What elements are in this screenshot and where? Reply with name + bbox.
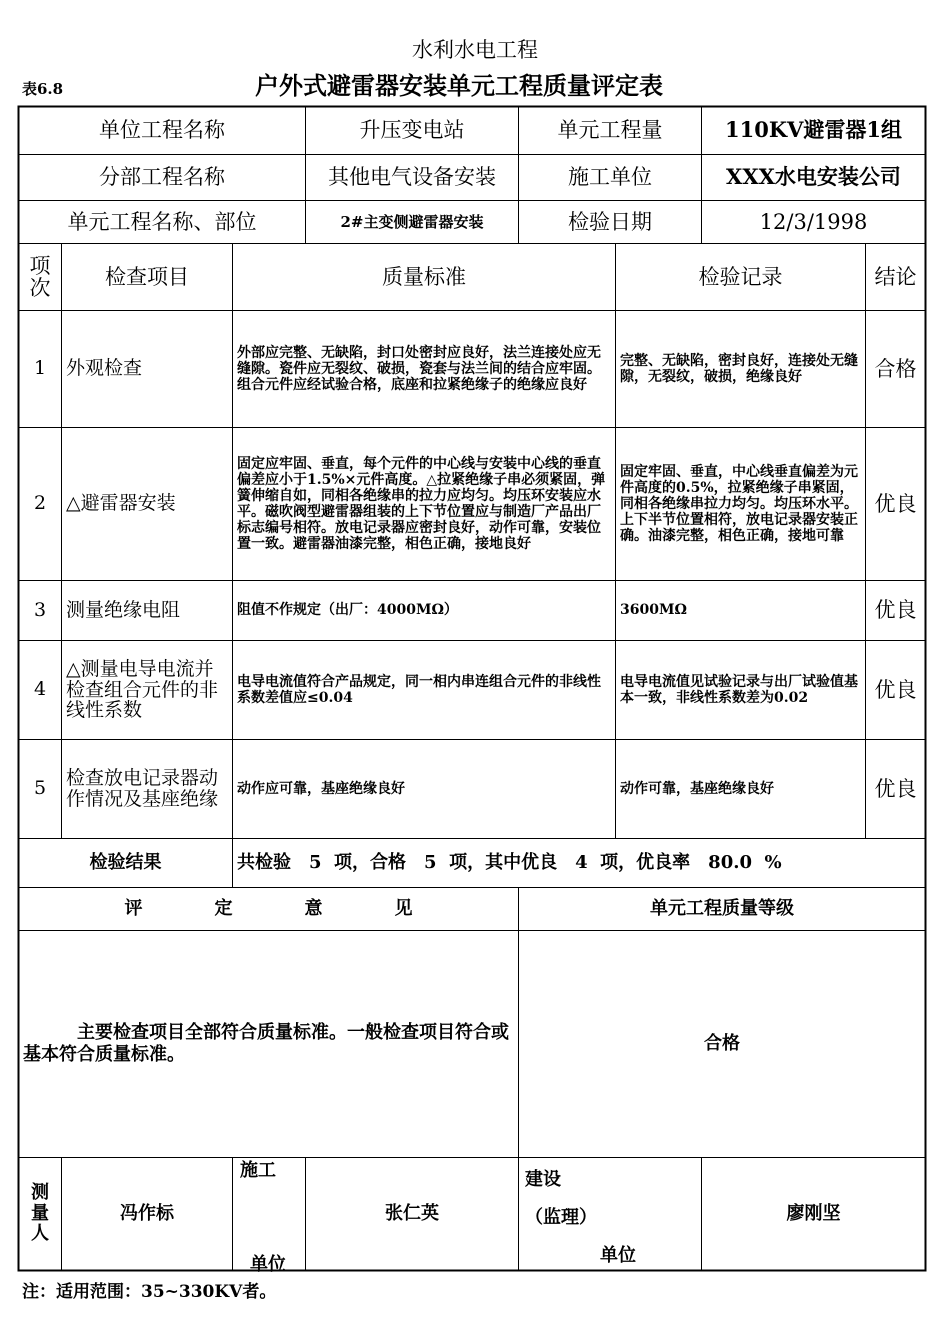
row-3-no: 3 xyxy=(33,598,47,621)
element-quantity-value: 110KV避雷器1组 xyxy=(725,117,902,143)
col-header-conclusion: 结论 xyxy=(874,264,917,289)
surveyor-name: 冯作标 xyxy=(120,1202,174,1224)
owner-label-line-2: （监理） xyxy=(525,1207,597,1228)
unit-project-label: 单位工程名称 xyxy=(99,118,225,143)
owner-signer-name: 廖刚坚 xyxy=(786,1202,841,1224)
surveyor-label: 测 量 人 xyxy=(31,1181,49,1245)
row-2-item: △避雷器安装 xyxy=(66,492,176,515)
inspection-date-value: 12/3/1998 xyxy=(759,209,868,234)
row-1-no: 1 xyxy=(33,357,47,380)
row-2-record: 固定牢固、垂直，中心线垂直偏差为元件高度的0.5%，拉紧绝缘子串紧固，同相各绝缘串拉力均匀。均压环水平。上下半节位置相符，放电记录器安装正确。油漆完整，相色正确，接地可靠 xyxy=(620,463,858,545)
sub-project-label: 分部工程名称 xyxy=(99,165,225,190)
col-header-standard: 质量标准 xyxy=(382,264,466,289)
element-quantity-label: 单元工程量 xyxy=(557,118,663,143)
row-5-record: 动作可靠，基座绝缘良好 xyxy=(620,780,774,797)
construction-label-top: 施工 xyxy=(240,1160,276,1181)
row-5-standard: 动作应可靠，基座绝缘良好 xyxy=(237,780,405,797)
owner-label-line-1: 建设 xyxy=(525,1169,561,1190)
footnote: 注：适用范围：35~330KV者。 xyxy=(22,1282,277,1302)
result-label: 检验结果 xyxy=(89,851,162,873)
row-1-conclusion: 合格 xyxy=(874,356,917,381)
contractor-label: 施工单位 xyxy=(568,165,652,190)
row-5-no: 5 xyxy=(33,777,47,800)
opinion-text: 主要检查项目全部符合质量标准。一般检查项目符合或基本符合质量标准。 xyxy=(23,1021,509,1065)
contractor-value: XXX水电安装公司 xyxy=(726,164,901,190)
inspection-date-label: 检验日期 xyxy=(568,209,652,234)
element-name-value: 2#主变侧避雷器安装 xyxy=(340,212,484,231)
row-3-item: 测量绝缘电阻 xyxy=(66,598,181,621)
form-code: 表6.8 xyxy=(22,80,64,98)
row-4-item: △测量电导电流并检查组合元件的非线性系数 xyxy=(66,657,219,722)
unit-project-value: 升压变电站 xyxy=(359,118,465,143)
row-4-conclusion: 优良 xyxy=(874,677,917,702)
col-header-record: 检验记录 xyxy=(698,264,783,289)
row-4-standard: 电导电流值符合产品规定，同一相内串连组合元件的非线性系数差值应≤0.04 xyxy=(237,673,601,706)
row-3-record: 3600MΩ xyxy=(620,602,687,619)
col-header-item: 检查项目 xyxy=(105,264,189,289)
row-5-item: 检查放电记录器动作情况及基座绝缘 xyxy=(66,767,219,810)
construction-signer-name: 张仁英 xyxy=(385,1202,439,1224)
row-3-standard: 阻值不作规定（出厂：4000MΩ） xyxy=(237,602,458,619)
row-4-no: 4 xyxy=(33,678,47,701)
sub-project-value: 其他电气设备安装 xyxy=(328,165,496,190)
col-header-no: 项 次 xyxy=(29,253,51,300)
row-2-no: 2 xyxy=(33,492,47,515)
opinion-label: 评 定 意 见 xyxy=(124,897,413,919)
row-4-record: 电导电流值见试验记录与出厂试验值基本一致，非线性系数差为0.02 xyxy=(620,673,858,706)
row-2-conclusion: 优良 xyxy=(874,491,917,516)
row-1-record: 完整、无缺陷，密封良好，连接处无缝隙，无裂纹，破损，绝缘良好 xyxy=(620,352,858,385)
row-5-conclusion: 优良 xyxy=(874,776,917,801)
element-name-label: 单元工程名称、部位 xyxy=(67,209,257,234)
result-text: 共检验 5 项，合格 5 项，其中优良 4 项，优良率 80.0 % xyxy=(237,851,782,873)
row-1-item: 外观检查 xyxy=(66,357,143,380)
main-title: 户外式避雷器安装单元工程质量评定表 xyxy=(255,71,663,100)
row-3-conclusion: 优良 xyxy=(874,598,917,623)
construction-label-bottom: 单位 xyxy=(250,1254,286,1275)
row-1-standard: 外部应完整、无缺陷，封口处密封应良好，法兰连接处应无缝隙。瓷件应无裂纹、破损，瓷套与法兰间的结合应牢固。组合元件应经试验合格，底座和拉紧绝缘子的绝缘应良好 xyxy=(237,344,601,394)
top-title: 水利水电工程 xyxy=(412,38,538,62)
quality-grade-label: 单元工程质量等级 xyxy=(650,897,794,919)
quality-grade-value: 合格 xyxy=(704,1032,740,1054)
row-2-standard: 固定应牢固、垂直，每个元件的中心线与安装中心线的垂直偏差应小于1.5%×元件高度。△拉紧绝缘子串必须紧固，弹簧伸缩自如，同相各绝缘串的拉力应均匀。均压环安装应水平。磁吹阀型避雷器组装的上下节位置应与制造厂产品出厂标志编号相符。放电记录器应密封良好，动作可靠，安装位置一致。避雷器油漆完整，相色正确，接地良好 xyxy=(237,455,606,553)
owner-label-line-3: 单位 xyxy=(600,1245,636,1266)
